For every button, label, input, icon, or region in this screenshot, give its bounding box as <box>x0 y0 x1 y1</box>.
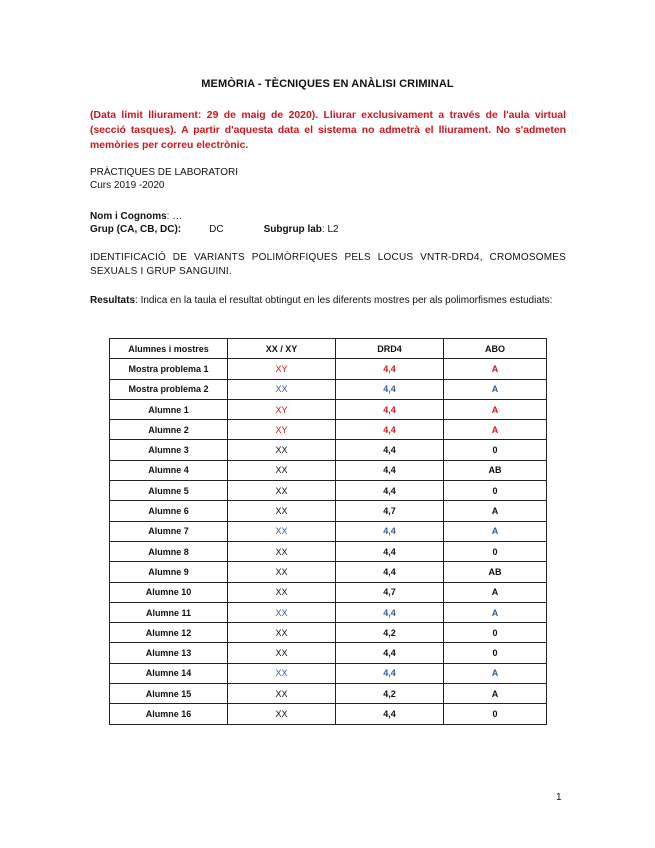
drd4-cell: 4,4 <box>336 602 444 622</box>
table-row <box>110 704 547 724</box>
sample-name-cell: Mostra problema 2 <box>110 379 228 399</box>
sex-chromosome-cell: XX <box>228 582 336 602</box>
sample-name-cell: Alumne 10 <box>110 582 228 602</box>
drd4-cell: 4,7 <box>336 582 444 602</box>
abo-cell: 0 <box>444 440 547 460</box>
sample-name-cell: Alumne 9 <box>110 562 228 582</box>
sex-chromosome-cell: XX <box>228 623 336 643</box>
subgroup-label: Subgrup lab <box>263 224 322 235</box>
abo-cell: A <box>444 420 547 440</box>
abo-cell: A <box>444 501 547 521</box>
table-row <box>110 501 547 521</box>
drd4-cell: 4,4 <box>336 440 444 460</box>
header-drd4: DRD4 <box>336 339 444 359</box>
sex-chromosome-cell: XX <box>228 521 336 541</box>
sample-name-cell: Alumne 13 <box>110 643 228 663</box>
group-value: DC <box>209 224 224 235</box>
sample-name-cell: Alumne 8 <box>110 541 228 561</box>
drd4-cell: 4,4 <box>336 541 444 561</box>
results-instructions <box>90 294 566 307</box>
results-label: Resultats <box>90 295 136 306</box>
sample-name-cell: Alumne 12 <box>110 623 228 643</box>
sample-name-cell: Alumne 6 <box>110 501 228 521</box>
table-row <box>110 602 547 622</box>
sex-chromosome-cell: XX <box>228 684 336 704</box>
name-value: : … <box>166 211 183 222</box>
name-label: Nom i Cognoms <box>90 211 167 222</box>
sex-chromosome-cell: XX <box>228 663 336 683</box>
sample-name-cell: Alumne 11 <box>110 602 228 622</box>
sex-chromosome-cell: XX <box>228 562 336 582</box>
sample-name-cell: Alumne 15 <box>110 684 228 704</box>
sex-chromosome-cell: XY <box>228 399 336 419</box>
identification-heading: IDENTIFICACIÓ DE VARIANTS POLIMÒRFIQUES PELS LOCUS VNTR-DRD4, CROMOSOMES SEXUALS I GRUP SANGUINI. <box>90 252 566 277</box>
sex-chromosome-cell: XX <box>228 460 336 480</box>
deadline-note: (Data límit lliurament: 29 de maig de 2020). Lliurar exclusivament a través de l'aula virtual (secció tasques). A partir d'aquesta data el sistema no admetrà el lliurament. No s'admeten memòries per correu electrònic. <box>90 110 566 151</box>
abo-cell: AB <box>444 460 547 480</box>
abo-cell: A <box>444 399 547 419</box>
drd4-cell: 4,4 <box>336 460 444 480</box>
table-header-row <box>110 339 547 359</box>
table-row <box>110 440 547 460</box>
sex-chromosome-cell: XX <box>228 481 336 501</box>
course-year: Curs 2019 -2020 <box>90 180 165 191</box>
sex-chromosome-cell: XY <box>228 359 336 379</box>
practices-heading: PRÀCTIQUES DE LABORATORI <box>90 167 238 178</box>
sample-name-cell: Alumne 14 <box>110 663 228 683</box>
subgroup-value: : L2 <box>321 224 339 235</box>
sex-chromosome-cell: XX <box>228 643 336 663</box>
drd4-cell: 4,4 <box>336 521 444 541</box>
sample-name-cell: Alumne 3 <box>110 440 228 460</box>
abo-cell: AB <box>444 562 547 582</box>
table-body <box>110 359 547 724</box>
table-row <box>110 481 547 501</box>
abo-cell: A <box>444 663 547 683</box>
drd4-cell: 4,4 <box>336 359 444 379</box>
abo-cell: A <box>444 582 547 602</box>
table-row <box>110 420 547 440</box>
table-row <box>110 623 547 643</box>
drd4-cell: 4,4 <box>336 379 444 399</box>
drd4-cell: 4,4 <box>336 663 444 683</box>
table-row <box>110 684 547 704</box>
abo-cell: A <box>444 359 547 379</box>
abo-cell: A <box>444 379 547 399</box>
sample-name-cell: Alumne 4 <box>110 460 228 480</box>
table-row <box>110 359 547 379</box>
sex-chromosome-cell: XX <box>228 501 336 521</box>
sample-name-cell: Mostra problema 1 <box>110 359 228 379</box>
table-row <box>110 399 547 419</box>
abo-cell: 0 <box>444 541 547 561</box>
header-sex-chromosomes: XX / XY <box>228 339 336 359</box>
drd4-cell: 4,2 <box>336 623 444 643</box>
sex-chromosome-cell: XX <box>228 704 336 724</box>
abo-cell: A <box>444 521 547 541</box>
results-table <box>109 338 547 725</box>
drd4-cell: 4,4 <box>336 420 444 440</box>
sex-chromosome-cell: XX <box>228 440 336 460</box>
table-row <box>110 562 547 582</box>
sample-name-cell: Alumne 7 <box>110 521 228 541</box>
student-info <box>90 210 339 236</box>
document-title: MEMÒRIA - TÈCNIQUES EN ANÀLISI CRIMINAL <box>201 78 454 90</box>
drd4-cell: 4,4 <box>336 399 444 419</box>
group-label: Grup (CA, CB, DC): <box>90 224 182 235</box>
sample-name-cell: Alumne 1 <box>110 399 228 419</box>
abo-cell: 0 <box>444 704 547 724</box>
abo-cell: A <box>444 602 547 622</box>
table-row <box>110 582 547 602</box>
table-row <box>110 460 547 480</box>
abo-cell: A <box>444 684 547 704</box>
sex-chromosome-cell: XX <box>228 602 336 622</box>
sample-name-cell: Alumne 5 <box>110 481 228 501</box>
header-abo: ABO <box>444 339 547 359</box>
results-text: : Indica en la taula el resultat obtingut en les diferents mostres per als polimorfismes estudiats: <box>135 295 553 306</box>
header-samples: Alumnes i mostres <box>110 339 228 359</box>
abo-cell: 0 <box>444 481 547 501</box>
abo-cell: 0 <box>444 643 547 663</box>
drd4-cell: 4,2 <box>336 684 444 704</box>
table-row <box>110 379 547 399</box>
abo-cell: 0 <box>444 623 547 643</box>
drd4-cell: 4,4 <box>336 704 444 724</box>
table-row <box>110 521 547 541</box>
sex-chromosome-cell: XX <box>228 379 336 399</box>
drd4-cell: 4,4 <box>336 481 444 501</box>
drd4-cell: 4,7 <box>336 501 444 521</box>
page-number: 1 <box>556 792 562 803</box>
course-info <box>90 166 238 192</box>
sex-chromosome-cell: XY <box>228 420 336 440</box>
table-row <box>110 663 547 683</box>
table-row <box>110 541 547 561</box>
sex-chromosome-cell: XX <box>228 541 336 561</box>
drd4-cell: 4,4 <box>336 643 444 663</box>
drd4-cell: 4,4 <box>336 562 444 582</box>
sample-name-cell: Alumne 2 <box>110 420 228 440</box>
sample-name-cell: Alumne 16 <box>110 704 228 724</box>
table-row <box>110 643 547 663</box>
